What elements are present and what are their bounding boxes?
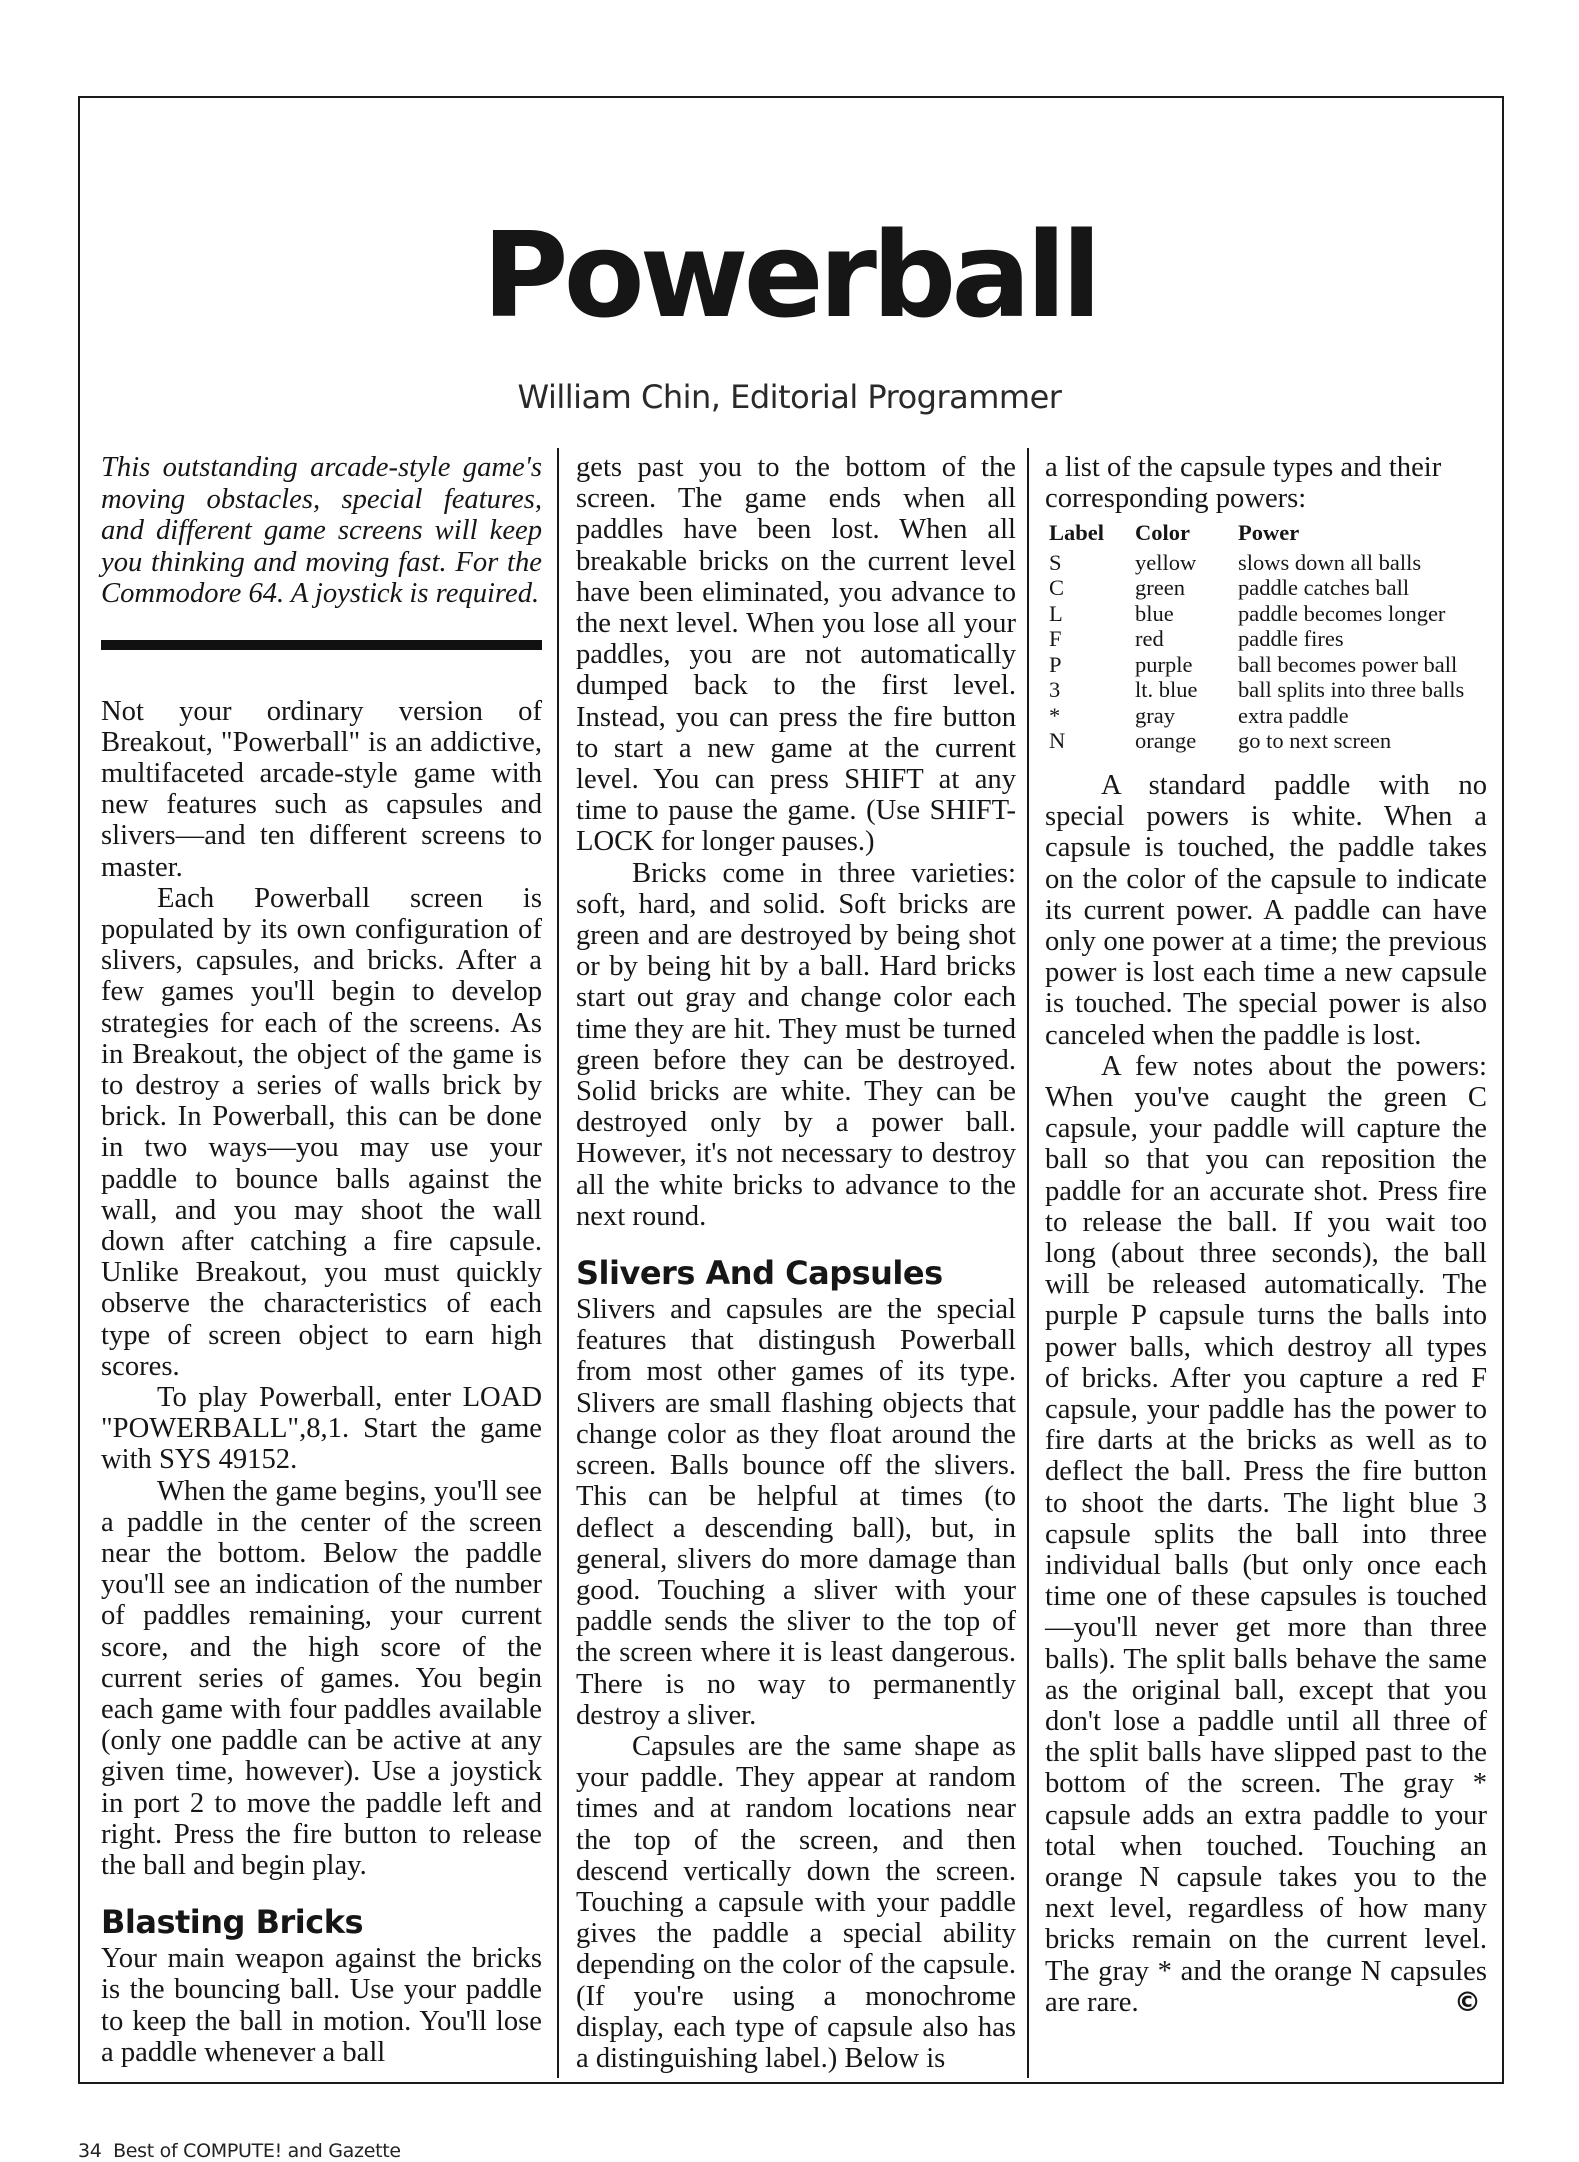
- capsule-label: C: [1049, 575, 1065, 601]
- column-2: [576, 452, 1016, 2074]
- paragraph: Bricks come in three varieties: soft, hard, and solid. Soft bricks are green and are destroyed by being shot or by being hit by a ball. Hard bricks start out gray and change color each time they are hit. They must be turned green before they can be destroyed. Solid bricks are white. They can be destroyed only by a power ball. However, it's not necessary to destroy all the white bricks to advance to the next round.: [576, 857, 1016, 1232]
- capsule-power: slows down all balls: [1238, 549, 1422, 575]
- end-of-article-mark: ©: [1454, 1986, 1481, 2018]
- capsule-power: ball becomes power ball: [1238, 651, 1458, 677]
- capsule-color: green: [1135, 575, 1185, 601]
- capsule-label: F: [1049, 626, 1062, 652]
- capsule-table: [1045, 520, 1487, 754]
- capsule-color: gray: [1135, 702, 1175, 728]
- table-row: [1045, 626, 1487, 652]
- paragraph: To play Powerball, enter LOAD "POWERBALL",8,1. Start the game with SYS 49152.: [101, 1381, 542, 1476]
- capsule-power: go to next screen: [1238, 728, 1392, 754]
- capsule-label: L: [1049, 600, 1063, 626]
- paragraph: gets past you to the bottom of the screen. The game ends when all paddles have been lost. When all breakable bricks on the current level have been eliminated, you advance to the next level. When you lose all your paddles, you are not automatically dumped back to the first level. Instead, you can press the fire button to start a new game at the current level. You can press SHIFT at any time to pause the game. (Use SHIFT-LOCK for longer pauses.): [576, 452, 1016, 858]
- table-row: [1045, 652, 1487, 678]
- paragraph: Capsules are the same shape as your paddle. They appear at random times and at random locations near the top of the screen, and then descend vertically down the screen. Touching a capsule with your paddle gives the paddle a special ability depending on the color of the capsule. (If you're using a monochrome display, each type of capsule also has a distinguishing label.) Below is: [576, 1730, 1016, 2074]
- paragraph: Your main weapon against the bricks is the bouncing ball. Use your paddle to keep the ball in motion. You'll lose a paddle whenever a ball: [101, 1943, 542, 2068]
- capsule-power: paddle catches ball: [1238, 575, 1410, 601]
- capsule-color: blue: [1135, 600, 1174, 626]
- capsule-label: N: [1049, 728, 1066, 754]
- capsule-color: lt. blue: [1135, 677, 1198, 703]
- table-header-color: Color: [1135, 520, 1190, 546]
- capsule-color: red: [1135, 626, 1164, 652]
- section-heading-slivers-and-capsules: Slivers And Capsules: [576, 1254, 943, 1293]
- capsule-power: paddle fires: [1238, 626, 1344, 652]
- capsule-color: yellow: [1135, 549, 1197, 575]
- paragraph-text: A few notes about the powers: When you've caught the green C capsule, your paddle will capture the ball so that you can reposition the paddle for an accurate shot. Press fire to release the ball. If you wait too long (about three seconds), the ball will be released automatically. The purple P capsule turns the balls into power balls, which destroy all types of bricks. After you capture a red F capsule, your paddle has the power to fire darts at the bricks as well as to deflect the ball. Press the fire button to shoot the darts. The light blue 3 capsule splits the ball into three individual balls (but only once each time one of these capsules is touched—you'll never get more than three balls). The split balls behave the same as the original ball, except that you don't lose a paddle until all three of the split balls have slipped past to the bottom of the screen. The gray * capsule adds an extra paddle to your total when touched. Touching an orange N capsule takes you to the next level, regardless of how many bricks remain on the current level. The gray * and the orange N capsules are rare.: [1045, 1050, 1487, 2018]
- page-number: 34: [78, 2140, 102, 2162]
- table-header-label: Label: [1049, 520, 1105, 546]
- table-row: [1045, 575, 1487, 601]
- table-row: [1045, 550, 1487, 576]
- column-divider-1: [557, 448, 559, 2078]
- capsule-label: *: [1049, 702, 1061, 728]
- intro-divider-bar: [101, 640, 542, 650]
- article-intro: This outstanding arcade-style game's moving obstacles, special features, and different game screens will keep you thinking and moving fast. For the Commodore 64. A joystick is required.: [101, 452, 542, 609]
- capsule-power: ball splits into three balls: [1238, 677, 1465, 703]
- table-header-power: Power: [1238, 520, 1300, 546]
- capsule-label: P: [1049, 651, 1062, 677]
- table-row: [1045, 703, 1487, 729]
- column-1: [101, 452, 542, 2068]
- paragraph: When the game begins, you'll see a paddle in the center of the screen near the bottom. Below the paddle you'll see an indication of the number of paddles remaining, your current score, and the high score of the current series of games. You begin each game with four paddles available (only one paddle can be active at any given time, however). Use a joystick in port 2 to move the paddle left and right. Press the fire button to release the ball and begin play.: [101, 1475, 542, 1882]
- capsule-power: extra paddle: [1238, 702, 1349, 728]
- paragraph: [1045, 1051, 1487, 2018]
- article-byline: William Chin, Editorial Programmer: [517, 378, 1062, 416]
- column-divider-2: [1027, 448, 1029, 2078]
- paragraph: A standard paddle with no special powers is white. When a capsule is touched, the paddle takes on the color of the capsule to indicate its current power. A paddle can have only one power at a time; the previous power is lost each time a new capsule is touched. The special power is also canceled when the paddle is lost.: [1045, 769, 1487, 1051]
- paragraph: a list of the capsule types and their corresponding powers:: [1045, 452, 1442, 515]
- publication-name: Best of COMPUTE! and Gazette: [113, 2140, 401, 2162]
- capsule-color: purple: [1135, 651, 1193, 677]
- paragraph: Not your ordinary version of Breakout, "Powerball" is an addictive, multifaceted arcade-style game with new features such as capsules and slivers—and ten different screens to master.: [101, 695, 542, 883]
- paragraph: Slivers and capsules are the special features that distingush Powerball from most other games of its type. Slivers are small flashing objects that change color as they float around the screen. Balls bounce off the slivers. This can be helpful at times (to deflect a descending ball), but, in general, slivers do more damage than good. Touching a sliver with your paddle sends the sliver to the top of the screen where it is least dangerous. There is no way to permanently destroy a sliver.: [576, 1294, 1016, 1731]
- table-row: [1045, 677, 1487, 703]
- paragraph: Each Powerball screen is populated by its own configuration of slivers, capsules, and bricks. After a few games you'll begin to develop strategies for each of the screens. As in Breakout, the object of the game is to destroy a series of walls brick by brick. In Powerball, this can be done in two ways—you may use your paddle to bounce balls against the wall, and you may shoot the wall down after catching a fire capsule. Unlike Breakout, you must quickly observe the characteristics of each type of screen object to earn high scores.: [101, 882, 542, 1382]
- page-footer: [78, 2140, 401, 2162]
- capsule-label: S: [1049, 549, 1062, 575]
- capsule-label: 3: [1049, 677, 1061, 703]
- capsule-color: orange: [1135, 728, 1197, 754]
- table-row: [1045, 601, 1487, 627]
- capsule-power: paddle becomes longer: [1238, 600, 1446, 626]
- section-heading-blasting-bricks: Blasting Bricks: [101, 1903, 364, 1942]
- article-title: Powerball: [482, 206, 1097, 344]
- table-row: [1045, 728, 1487, 754]
- table-header-row: [1045, 520, 1487, 550]
- column-3: [1045, 452, 1487, 2018]
